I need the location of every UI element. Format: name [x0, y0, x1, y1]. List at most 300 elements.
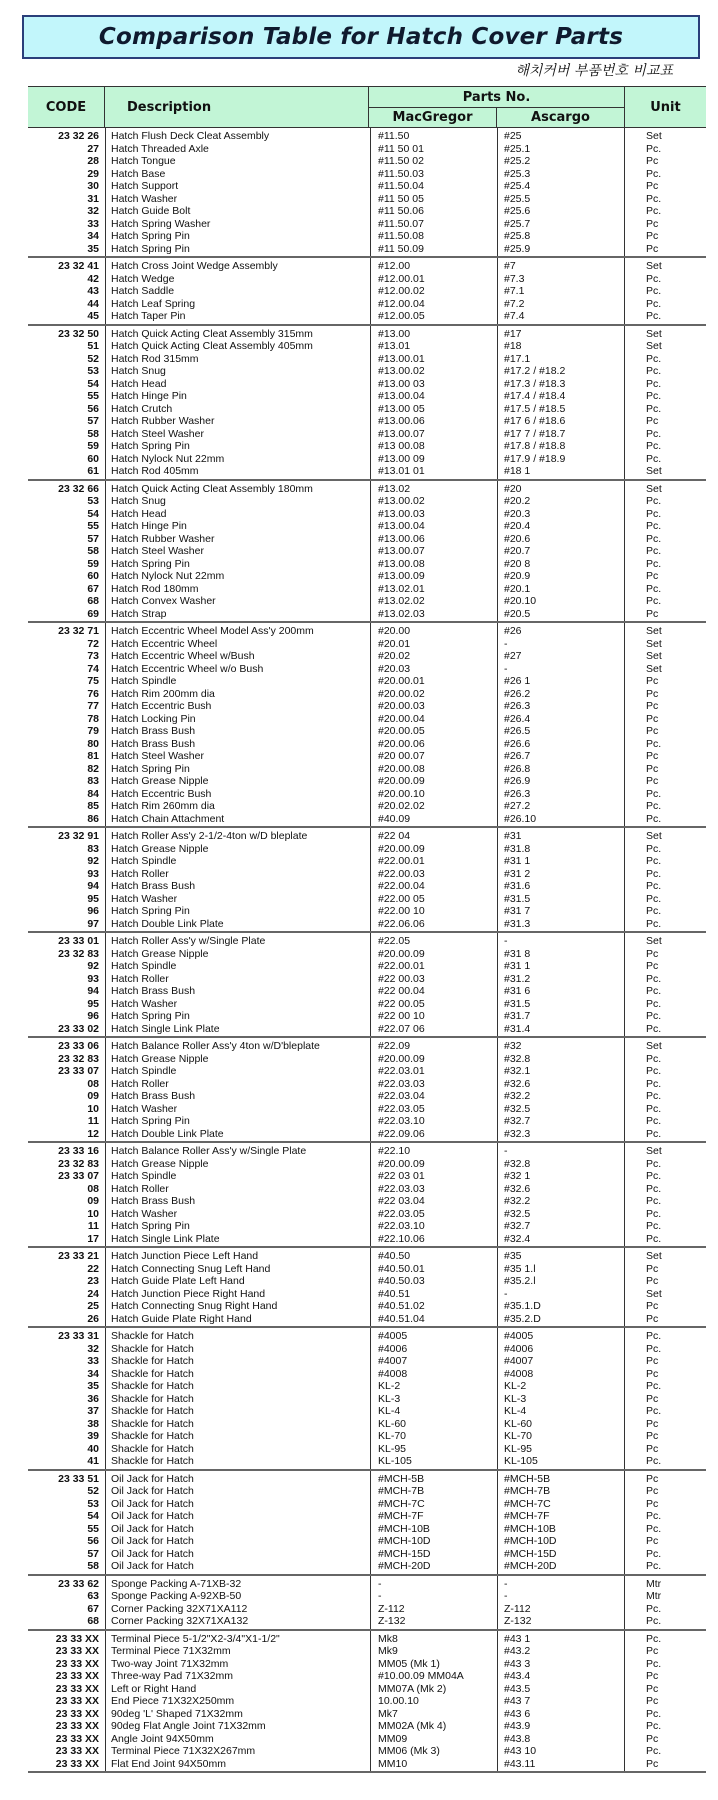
ascargo-part-cell: #7	[504, 260, 516, 272]
unit-cell: Pc.	[646, 905, 662, 917]
code-cell: 28	[87, 155, 99, 167]
code-cell: 58	[87, 1560, 99, 1572]
table-row	[28, 1430, 706, 1443]
description-cell: Hatch Spring Pin	[111, 1220, 190, 1232]
unit-cell: Set	[646, 1250, 662, 1262]
macgregor-part-cell: #20.00.10	[378, 787, 425, 800]
table-row	[28, 608, 706, 621]
macgregor-part-cell: #13.00.06	[378, 532, 425, 545]
table-row	[28, 143, 706, 156]
macgregor-part-cell: #12.00.05	[378, 310, 425, 322]
ascargo-part-cell: #35.1.D	[504, 1300, 541, 1312]
code-cell: 96	[87, 1010, 99, 1022]
macgregor-part-cell: #22.00.01	[378, 960, 425, 972]
unit-cell: Pc.	[646, 1022, 662, 1035]
ascargo-part-cell: #20	[504, 482, 522, 495]
table-row	[28, 1078, 706, 1091]
ascargo-part-cell: -	[504, 1145, 508, 1157]
code-cell: 55	[87, 390, 99, 402]
unit-cell: Pc.	[646, 390, 662, 402]
table-row	[28, 1683, 706, 1696]
part-group	[28, 931, 706, 1036]
description-cell: Oil Jack for Hatch	[111, 1547, 194, 1560]
part-group	[28, 1629, 706, 1772]
table-row	[28, 688, 706, 701]
macgregor-part-cell: #22.09.06	[378, 1127, 425, 1140]
description-cell: Hatch Washer	[111, 997, 178, 1010]
table-row	[28, 130, 706, 143]
description-cell: Shackle for Hatch	[111, 1430, 194, 1442]
ascargo-part-cell: #17	[504, 327, 522, 340]
unit-cell: Pc.	[646, 1170, 662, 1182]
unit-cell: Pc	[646, 1367, 659, 1380]
unit-cell: Pc.	[646, 892, 662, 905]
ascargo-part-cell: #43 7	[504, 1695, 531, 1707]
table-row	[28, 465, 706, 478]
parts-table-body	[28, 127, 706, 1771]
unit-cell: Pc.	[646, 365, 662, 377]
unit-cell: Pc.	[646, 855, 662, 867]
description-cell: Hatch Junction Piece Left Hand	[111, 1250, 259, 1262]
unit-cell: Pc	[646, 700, 659, 712]
macgregor-part-cell: #40.50.01	[378, 1262, 425, 1275]
ascargo-part-cell: #17.3 / #18.3	[504, 377, 566, 390]
macgregor-part-cell: #22 00.05	[378, 997, 425, 1010]
macgregor-part-cell: #22.03.05	[378, 1207, 425, 1220]
unit-cell: Pc.	[646, 1560, 662, 1572]
macgregor-part-cell: #20.02.02	[378, 800, 425, 812]
unit-cell: Pc	[646, 1392, 659, 1405]
description-cell: Hatch Grease Nipple	[111, 842, 209, 855]
macgregor-part-cell: #20.00.05	[378, 725, 425, 737]
unit-cell: Pc.	[646, 1657, 662, 1670]
table-row	[28, 638, 706, 651]
unit-cell: Pc	[646, 1442, 659, 1455]
table-row	[28, 1578, 706, 1591]
table-row	[28, 813, 706, 826]
code-cell: 56	[87, 1535, 99, 1547]
table-row	[28, 935, 706, 948]
table-row	[28, 230, 706, 243]
macgregor-part-cell: #13 00.08	[378, 440, 425, 452]
macgregor-part-cell: #13.00.04	[378, 390, 425, 402]
ascargo-part-cell: #43 10	[504, 1745, 537, 1757]
description-cell: Shackle for Hatch	[111, 1392, 194, 1405]
code-cell: 82	[87, 762, 99, 775]
unit-cell: Pc.	[646, 205, 662, 217]
unit-cell: Set	[646, 1040, 662, 1052]
code-cell: 24	[87, 1287, 99, 1300]
description-cell: Hatch Eccentric Wheel w/Bush	[111, 650, 255, 662]
description-cell: Hatch Steel Washer	[111, 750, 204, 762]
macgregor-part-cell: MM06 (Mk 3)	[378, 1745, 440, 1757]
ascargo-part-cell: #31	[504, 830, 522, 842]
ascargo-part-cell: #17 7 / #18.7	[504, 427, 566, 440]
ascargo-part-cell: #20.9	[504, 570, 531, 582]
description-cell: Hatch Washer	[111, 892, 178, 905]
ascargo-part-cell: #26.5	[504, 725, 531, 737]
ascargo-part-cell: #32.6	[504, 1182, 531, 1195]
unit-cell: Pc.	[646, 1720, 662, 1732]
macgregor-part-cell: #20.00.09	[378, 775, 425, 787]
description-cell: Hatch Single Link Plate	[111, 1232, 220, 1245]
description-cell: Hatch Grease Nipple	[111, 947, 209, 960]
macgregor-part-cell: #MCH-15D	[378, 1547, 431, 1560]
unit-cell: Pc.	[646, 1330, 662, 1342]
unit-cell: Pc	[646, 1430, 659, 1442]
table-row	[28, 800, 706, 813]
code-cell: 12	[87, 1127, 99, 1140]
table-row	[28, 1535, 706, 1548]
description-cell: Hatch Spring Pin	[111, 1115, 190, 1127]
unit-cell: Pc.	[646, 1342, 662, 1355]
code-cell: 44	[87, 297, 99, 310]
description-cell: Hatch Spring Pin	[111, 230, 190, 242]
code-cell: 23 33 01	[58, 935, 99, 947]
unit-cell: Pc	[646, 947, 659, 960]
ascargo-part-cell: #32.7	[504, 1220, 531, 1232]
table-row	[28, 545, 706, 558]
ascargo-part-cell: #35.2.D	[504, 1312, 541, 1325]
macgregor-part-cell: #40.50	[378, 1250, 411, 1262]
macgregor-part-cell: #20.02	[378, 650, 411, 662]
table-row	[28, 1720, 706, 1733]
macgregor-part-cell: #13.02.01	[378, 582, 425, 595]
ascargo-part-cell: #32.6	[504, 1077, 531, 1090]
macgregor-part-cell: #13.02.03	[378, 607, 425, 620]
macgregor-part-cell: #20.00.09	[378, 842, 425, 855]
unit-cell: Set	[646, 935, 662, 947]
description-cell: Shackle for Hatch	[111, 1367, 194, 1380]
unit-cell: Pc	[646, 242, 659, 255]
code-cell: 95	[87, 997, 99, 1010]
unit-cell: Set	[646, 482, 662, 495]
table-row	[28, 1355, 706, 1368]
table-row	[28, 763, 706, 776]
code-cell: 23 33 31	[58, 1330, 99, 1342]
description-cell: Hatch Hinge Pin	[111, 390, 187, 402]
macgregor-part-cell: #40.09	[378, 812, 411, 825]
macgregor-part-cell: #22 04	[378, 830, 411, 842]
code-cell: 97	[87, 917, 99, 930]
code-cell: 23 32 83	[58, 1052, 99, 1065]
description-cell: Hatch Roller Ass'y w/Single Plate	[111, 935, 266, 947]
ascargo-part-cell: #27.2	[504, 800, 531, 812]
ascargo-part-cell: #31 2	[504, 867, 531, 880]
part-group	[28, 1326, 706, 1469]
description-cell: Hatch Snug	[111, 495, 166, 507]
code-cell: 23 33 21	[58, 1250, 99, 1262]
macgregor-part-cell: #13.00.09	[378, 570, 425, 582]
unit-cell: Mtr	[646, 1590, 662, 1602]
code-cell: 43	[87, 285, 99, 297]
macgregor-part-cell: #13.00.06	[378, 415, 425, 427]
unit-cell: Pc.	[646, 842, 662, 855]
ascargo-part-cell: KL-4	[504, 1405, 527, 1417]
ascargo-part-cell: #32.3	[504, 1127, 531, 1140]
code-cell: 61	[87, 465, 99, 477]
table-row	[28, 775, 706, 788]
macgregor-part-cell: #22 00.04	[378, 985, 425, 997]
table-row	[28, 1645, 706, 1658]
code-cell: 36	[87, 1392, 99, 1405]
macgregor-part-cell: #20.00	[378, 625, 411, 637]
ascargo-part-cell: #26.8	[504, 762, 531, 775]
ascargo-part-cell: #26.7	[504, 750, 531, 762]
macgregor-part-cell: #10.00.09 MM04A	[378, 1670, 464, 1682]
macgregor-part-cell: 10.00.10	[378, 1695, 419, 1707]
ascargo-part-cell: #25.2	[504, 155, 531, 167]
table-row	[28, 218, 706, 231]
unit-cell: Pc.	[646, 880, 662, 892]
ascargo-part-cell: #32.8	[504, 1052, 531, 1065]
description-cell: Shackle for Hatch	[111, 1455, 194, 1467]
code-cell: 80	[87, 737, 99, 750]
code-cell: 22	[87, 1262, 99, 1275]
code-cell: 42	[87, 272, 99, 285]
part-group	[28, 127, 706, 256]
macgregor-part-cell: #22.03.05	[378, 1102, 425, 1115]
ascargo-part-cell: #25.1	[504, 142, 531, 155]
description-cell: Hatch Grease Nipple	[111, 775, 209, 787]
macgregor-part-cell: #13.01 01	[378, 465, 425, 477]
unit-cell: Pc.	[646, 1615, 662, 1627]
unit-cell: Pc.	[646, 440, 662, 452]
table-row	[28, 1208, 706, 1221]
description-cell: Two-way Joint 71X32mm	[111, 1657, 229, 1670]
ascargo-part-cell: #32.5	[504, 1207, 531, 1220]
macgregor-part-cell: #22.07 06	[378, 1022, 425, 1035]
ascargo-part-cell: #20.1	[504, 582, 531, 595]
description-cell: Shackle for Hatch	[111, 1330, 194, 1342]
table-row	[28, 1288, 706, 1301]
ascargo-part-cell: #17.8 / #18.8	[504, 440, 566, 452]
unit-cell: Pc	[646, 1472, 659, 1485]
unit-cell: Pc	[646, 230, 659, 242]
description-cell: Hatch Rubber Washer	[111, 532, 215, 545]
description-cell: Hatch Brass Bush	[111, 1195, 196, 1207]
table-row	[28, 948, 706, 961]
table-row	[28, 1103, 706, 1116]
ascargo-part-cell: #25.9	[504, 242, 531, 255]
unit-cell: Pc.	[646, 997, 662, 1010]
description-cell: Hatch Saddle	[111, 285, 175, 297]
macgregor-part-cell: #4005	[378, 1330, 408, 1342]
macgregor-part-cell: #12.00.01	[378, 272, 425, 285]
unit-cell: Pc.	[646, 1707, 662, 1720]
unit-cell: Pc	[646, 775, 659, 787]
description-cell: Hatch Flush Deck Cleat Assembly	[111, 130, 270, 142]
code-cell: 10	[87, 1207, 99, 1220]
macgregor-part-cell: #13.00.07	[378, 545, 425, 557]
ascargo-part-cell: #31.6	[504, 880, 531, 892]
ascargo-part-cell: #MCH-5B	[504, 1472, 551, 1485]
description-cell: Hatch Nylock Nut 22mm	[111, 570, 225, 582]
part-group	[28, 1469, 706, 1574]
unit-cell: Pc.	[646, 737, 662, 750]
table-row	[28, 1560, 706, 1573]
ascargo-part-cell: #31.2	[504, 972, 531, 985]
unit-cell: Pc.	[646, 427, 662, 440]
table-row	[28, 1455, 706, 1468]
header-parts-no: Parts No.	[369, 87, 625, 108]
description-cell: Corner Packing 32X71XA132	[111, 1615, 249, 1627]
description-cell: Hatch Rod 405mm	[111, 465, 199, 477]
description-cell: Hatch Brass Bush	[111, 725, 196, 737]
unit-cell: Pc	[646, 1300, 659, 1312]
description-cell: Hatch Grease Nipple	[111, 1157, 209, 1170]
macgregor-part-cell: #13.00.08	[378, 557, 425, 570]
description-cell: Hatch Roller	[111, 1182, 169, 1195]
table-row	[28, 1263, 706, 1276]
table-row	[28, 1145, 706, 1158]
description-cell: Hatch Hinge Pin	[111, 520, 187, 532]
description-cell: Hatch Tongue	[111, 155, 176, 167]
unit-cell: Pc.	[646, 1127, 662, 1140]
description-cell: Hatch Rubber Washer	[111, 415, 215, 427]
description-cell: Hatch Steel Washer	[111, 545, 204, 557]
macgregor-part-cell: #12.00.02	[378, 285, 425, 297]
unit-cell: Pc.	[646, 402, 662, 415]
macgregor-part-cell: #13.00.02	[378, 495, 425, 507]
ascargo-part-cell: #20.7	[504, 545, 531, 557]
table-row	[28, 1233, 706, 1246]
code-cell: 23 33 51	[58, 1472, 99, 1485]
part-group	[28, 1246, 706, 1326]
table-row	[28, 378, 706, 391]
table-row	[28, 595, 706, 608]
part-group	[28, 1036, 706, 1141]
unit-cell: Set	[646, 637, 662, 650]
ascargo-part-cell: KL-3	[504, 1392, 527, 1405]
description-cell: Hatch Taper Pin	[111, 310, 186, 322]
code-cell: 26	[87, 1312, 99, 1325]
macgregor-part-cell: KL-3	[378, 1392, 401, 1405]
table-row	[28, 675, 706, 688]
table-row	[28, 273, 706, 286]
macgregor-part-cell: #13.02.02	[378, 595, 425, 607]
table-row	[28, 1405, 706, 1418]
unit-cell: Pc.	[646, 297, 662, 310]
code-cell: 23 33 XX	[55, 1745, 99, 1757]
unit-cell: Set	[646, 340, 662, 352]
code-cell: 54	[87, 377, 99, 390]
macgregor-part-cell: #MCH-5B	[378, 1472, 425, 1485]
description-cell: Hatch Convex Washer	[111, 595, 216, 607]
code-cell: 23 33 16	[58, 1145, 99, 1157]
table-row	[28, 415, 706, 428]
macgregor-part-cell: #13.00.07	[378, 427, 425, 440]
table-row	[28, 918, 706, 931]
description-cell: Hatch Eccentric Wheel Model Ass'y 200mm	[111, 625, 314, 637]
table-row	[28, 1368, 706, 1381]
description-cell: Sponge Packing A-71XB-32	[111, 1577, 242, 1590]
table-row	[28, 1510, 706, 1523]
table-row	[28, 750, 706, 763]
table-row	[28, 205, 706, 218]
header-macgregor: MacGregor	[369, 108, 497, 128]
ascargo-part-cell: Z-112	[504, 1602, 531, 1615]
ascargo-part-cell: #31.3	[504, 917, 531, 930]
description-cell: Hatch Spindle	[111, 1065, 177, 1077]
ascargo-part-cell: #18	[504, 340, 522, 352]
ascargo-part-cell: #43.9	[504, 1720, 531, 1732]
code-cell: 95	[87, 892, 99, 905]
description-cell: Hatch Quick Acting Cleat Assembly 180mm	[111, 482, 313, 495]
table-row	[28, 298, 706, 311]
macgregor-part-cell: #22.05	[378, 935, 411, 947]
code-cell: 23 33 XX	[55, 1645, 99, 1657]
macgregor-part-cell: #13.00.02	[378, 365, 425, 377]
description-cell: Hatch Roller	[111, 1077, 169, 1090]
ascargo-part-cell: -	[504, 662, 508, 675]
page-title: Comparison Table for Hatch Cover Parts	[98, 24, 624, 50]
ascargo-part-cell: KL-95	[504, 1442, 533, 1455]
unit-cell: Pc.	[646, 1220, 662, 1232]
description-cell: Oil Jack for Hatch	[111, 1485, 194, 1497]
code-cell: 23 32 91	[58, 830, 99, 842]
code-cell: 58	[87, 545, 99, 557]
ascargo-part-cell: #17.2 / #18.2	[504, 365, 566, 377]
table-row	[28, 713, 706, 726]
ascargo-part-cell: KL-60	[504, 1417, 533, 1430]
code-cell: 32	[87, 1342, 99, 1355]
header-ascargo: Ascargo	[497, 108, 625, 128]
description-cell: Terminal Piece 71X32mm	[111, 1645, 231, 1657]
macgregor-part-cell: #13.01	[378, 340, 411, 352]
ascargo-part-cell: #43.11	[504, 1757, 536, 1770]
macgregor-part-cell: #13.00 09	[378, 452, 425, 465]
code-cell: 08	[87, 1077, 99, 1090]
ascargo-part-cell: -	[504, 1577, 508, 1590]
description-cell: Hatch Head	[111, 507, 167, 520]
table-row	[28, 353, 706, 366]
macgregor-part-cell: #20.00.03	[378, 700, 425, 712]
ascargo-part-cell: #20.5	[504, 607, 531, 620]
code-cell: 23 33 07	[58, 1065, 99, 1077]
table-row	[28, 1745, 706, 1758]
table-row	[28, 1313, 706, 1326]
code-cell: 83	[87, 775, 99, 787]
ascargo-part-cell: #MCH-7B	[504, 1485, 551, 1497]
description-cell: Hatch Base	[111, 167, 166, 180]
macgregor-part-cell: #20 00.07	[378, 750, 425, 762]
description-cell: Shackle for Hatch	[111, 1355, 194, 1367]
macgregor-part-cell: #22.00.01	[378, 855, 425, 867]
macgregor-part-cell: #4006	[378, 1342, 408, 1355]
part-group	[28, 1141, 706, 1246]
unit-cell: Pc.	[646, 917, 662, 930]
table-row	[28, 1670, 706, 1683]
table-row	[28, 583, 706, 596]
table-row	[28, 1695, 706, 1708]
code-cell: 33	[87, 217, 99, 230]
ascargo-part-cell: #26.4	[504, 712, 531, 725]
unit-cell: Pc	[646, 1312, 659, 1325]
description-cell: Oil Jack for Hatch	[111, 1522, 194, 1535]
code-cell: 92	[87, 960, 99, 972]
unit-cell: Pc.	[646, 377, 662, 390]
description-cell: Hatch Steel Washer	[111, 427, 204, 440]
macgregor-part-cell: #20.00.09	[378, 1157, 425, 1170]
macgregor-part-cell: #13.02	[378, 482, 411, 495]
ascargo-part-cell: -	[504, 935, 508, 947]
unit-cell: Pc.	[646, 167, 662, 180]
description-cell: Hatch Eccentric Wheel w/o Bush	[111, 662, 264, 675]
table-row	[28, 193, 706, 206]
code-cell: 73	[87, 650, 99, 662]
unit-cell: Pc.	[646, 1745, 662, 1757]
